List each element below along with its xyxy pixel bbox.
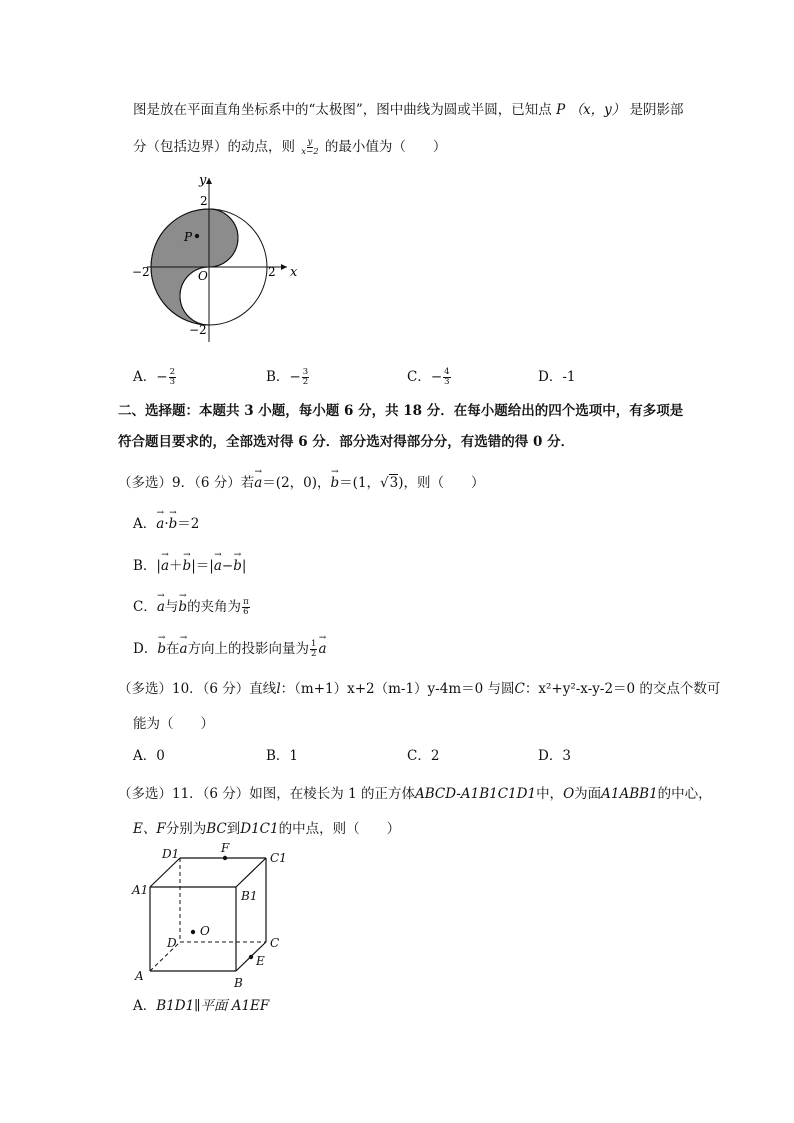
q9-option-d[interactable]: D．→ b在→ a方向上的投影向量为 $\frac{1}{2}$ → a — [133, 639, 327, 659]
tick-y-top: 2 — [200, 194, 208, 208]
q8-fraction: $\frac{y}{x-2}$ — [301, 137, 319, 157]
q10-option-b[interactable]: B．1 — [266, 748, 299, 764]
q10-option-a[interactable]: A．0 — [133, 748, 165, 764]
q8-text2b: 的最小值为（ ） — [324, 139, 447, 155]
y-axis-label: y — [199, 173, 207, 188]
label-o: O — [200, 924, 210, 938]
label-d: D — [167, 936, 177, 950]
q9-option-c[interactable]: C．→ a与→ b的夹角为 $\frac{\pi}{6}$ — [133, 597, 251, 617]
label-b: B — [234, 976, 243, 990]
section2-line2: 符合题目要求的，全部选对得 6 分．部分选对得部分分，有选错的得 0 分． — [118, 434, 575, 450]
q8-text2a: 分（包括边界）的动点，则 — [133, 139, 295, 155]
q9-stem: （多选）9．（6 分）若→ a＝(2，0)，→ b＝(1，√3)，则（ ） — [118, 473, 485, 493]
label-f: F — [221, 841, 230, 855]
label-a: A — [135, 969, 144, 983]
label-c: C — [270, 936, 280, 950]
tick-y-bottom: −2 — [189, 323, 207, 337]
edge-c1-b1 — [236, 858, 266, 887]
q8-line2 — [133, 137, 446, 157]
q9-option-a[interactable]: A．→ a·→ b＝2 — [133, 514, 199, 534]
cube-figure — [130, 843, 300, 993]
q11-stem: （多选）11．（6 分）如图，在棱长为 1 的正方体ABCD-A1B1C1D1中，O为面A1ABB1的中心， — [118, 786, 712, 802]
point-o-dot — [191, 930, 195, 934]
q10-option-c[interactable]: C．2 — [407, 748, 440, 764]
q8-text: 图是放在平面直角坐标系中的“太极图”，图中曲线为圆或半圆，已知点 — [133, 102, 552, 118]
point-e-dot — [249, 955, 253, 959]
edge-a1-d1 — [150, 858, 180, 887]
label-e: E — [256, 954, 265, 968]
q10-stem-2: 能为（ ） — [133, 716, 214, 732]
q8-coords: （x，y） — [569, 102, 626, 118]
q10-option-d[interactable]: D．3 — [538, 748, 571, 764]
point-p-dot — [195, 234, 199, 238]
origin-label: O — [198, 269, 208, 283]
q8-option-b[interactable]: B．− $\frac{3}{2}$ — [266, 367, 309, 387]
q8-option-a[interactable]: A．− $\frac{2}{3}$ — [133, 367, 175, 387]
q8-point-var: P — [556, 102, 566, 118]
label-a1: A1 — [132, 883, 149, 897]
section2-line1: 二、选择题：本题共 3 小题，每小题 6 分，共 18 分．在每小题给出的四个选项中，有多项是 — [118, 403, 684, 419]
x-axis-label: x — [290, 265, 298, 280]
q11-stem-2: E、F分别为BC到D1C1的中点，则（ ） — [133, 821, 401, 837]
q8-option-c[interactable]: C．− $\frac{4}{3}$ — [407, 367, 450, 387]
taiji-figure — [125, 170, 305, 350]
q11-option-a[interactable]: A．B1D1∥平面 A1EF — [133, 998, 270, 1014]
label-c1: C1 — [270, 851, 287, 865]
point-p-label: P — [184, 230, 193, 244]
q9-option-b[interactable]: B．|→ a＋→ b|＝|→ a−→ b| — [133, 556, 246, 576]
q8-line1 — [133, 100, 684, 120]
label-d1: D1 — [162, 847, 180, 861]
tick-x-right: 2 — [268, 265, 276, 279]
q8-text-tail: 是阴影部 — [629, 102, 684, 118]
label-b1: B1 — [241, 889, 258, 903]
point-f-dot — [223, 856, 227, 860]
q8-option-d[interactable]: D．-1 — [538, 369, 576, 385]
tick-x-left: −2 — [132, 265, 150, 279]
q10-stem: （多选）10．（6 分）直线l：（m+1）x+2（m-1）y-4m＝0 与圆C：x²+y²-x-y-2＝0 的交点个数可 — [118, 681, 721, 697]
